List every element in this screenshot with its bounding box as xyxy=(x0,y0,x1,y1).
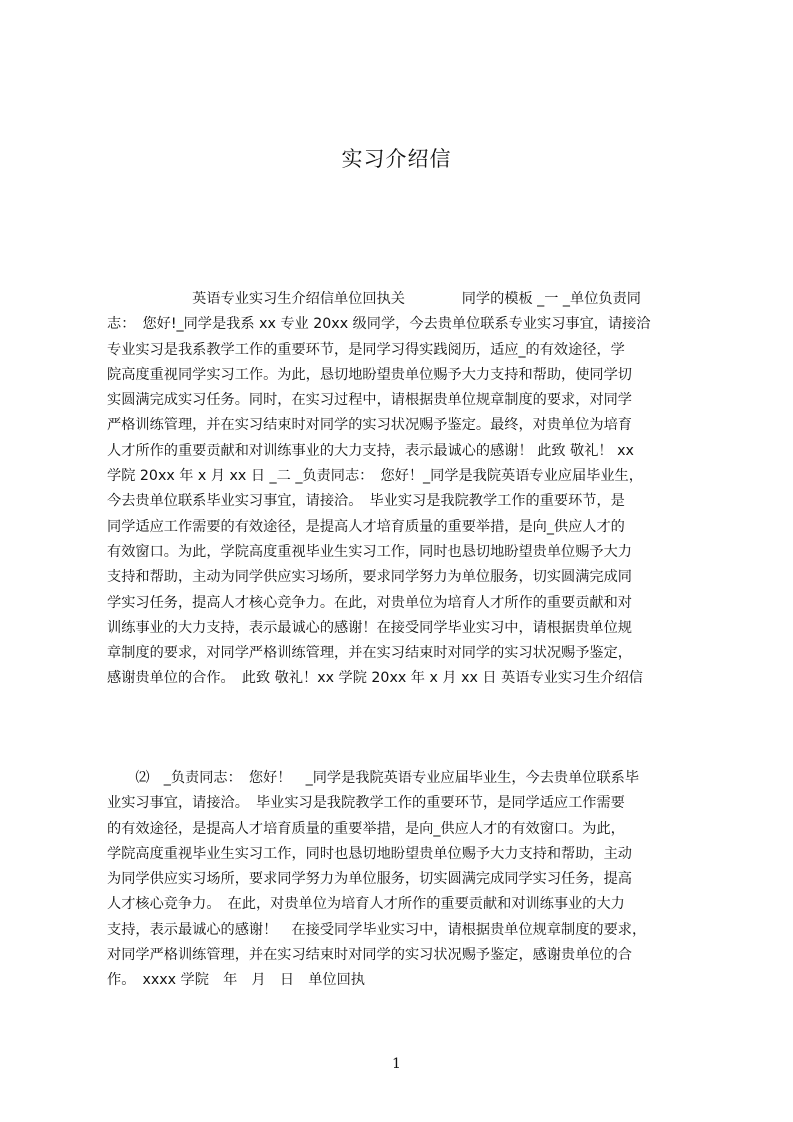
text-line: 院高度重视同学实习工作。为此，恳切地盼望贵单位赐予大力支持和帮助，使同学切 xyxy=(107,366,632,383)
text-line: 支持，表示最诚心的感谢！ 在接受同学毕业实习中，请根据贵单位规章制度的要求， xyxy=(107,921,647,938)
text-line: 同学适应工作需要的有效途径，是提高人才培育质量的重要举措，是向_供应人才的 xyxy=(107,518,625,535)
text-line: 严格训练管理，并在实习结束时对同学的实习状况赐予鉴定。最终，对贵单位为培育 xyxy=(107,417,632,434)
text-line: 英语专业实习生介绍信单位回执关 同学的模板 _一 _单位负责同 xyxy=(107,291,641,307)
text-line: ⑵ _负责同志： 您好！ _同学是我院英语专业应届毕业生，今去贵单位联系毕 xyxy=(107,770,640,786)
text-line: 人才核心竞争力。 在此，对贵单位为培育人才所作的重要贡献和对训练事业的大力 xyxy=(107,896,625,913)
text-line: 作。 xxxx 学院 年 月 日 单位回执 xyxy=(107,972,365,989)
text-line: 业实习事宜，请接洽。 毕业实习是我院教学工作的重要环节，是同学适应工作需要 xyxy=(107,795,625,812)
text-line: 的有效途径，是提高人才培育质量的重要举措，是向_供应人才的有效窗口。为此， xyxy=(107,820,625,837)
text-line: 专业实习是我系教学工作的重要环节，是同学习得实践阅历，适应_的有效途径，学 xyxy=(107,341,625,358)
text-line: 对同学严格训练管理，并在实习结束时对同学的实习状况赐予鉴定，感谢贵单位的合 xyxy=(107,947,632,964)
text-line: 训练事业的大力支持，表示最诚心的感谢！在接受同学毕业实习中，请根据贵单位规 xyxy=(107,619,632,636)
text-line: 有效窗口。为此，学院高度重视毕业生实习工作，同时也恳切地盼望贵单位赐予大力 xyxy=(107,543,632,560)
letter-body-section-1 xyxy=(107,287,697,692)
page-number: 1 xyxy=(392,1056,401,1072)
document-title: 实习介绍信 xyxy=(341,147,452,171)
text-line: 志： 您好!_同学是我系 xx 专业 20xx 级同学，今去贵单位联系专业实习事宜，请接洽 xyxy=(107,316,651,333)
text-line: 支持和帮助，主动为同学供应实习场所，要求同学努力为单位服务，切实圆满完成同 xyxy=(107,569,632,586)
letter-body-section-2 xyxy=(107,766,697,994)
text-line: 人才所作的重要贡献和对训练事业的大力支持，表示最诚心的感谢！ 此致 敬礼！ xx xyxy=(107,442,634,459)
text-line: 学院 20xx 年 x 月 xx 日 _二 _负责同志： 您好！_同学是我院英语专业应届毕业生， xyxy=(107,468,643,485)
text-line: 实圆满完成实习任务。同时，在实习过程中，请根据贵单位规章制度的要求，对同学 xyxy=(107,392,632,409)
text-line: 今去贵单位联系毕业实习事宜，请接洽。 毕业实习是我院教学工作的重要环节，是 xyxy=(107,493,625,510)
text-line: 为同学供应实习场所，要求同学努力为单位服务，切实圆满完成同学实习任务，提高 xyxy=(107,871,632,888)
text-line: 感谢贵单位的合作。 此致 敬礼！xx 学院 20xx 年 x 月 xx 日 英语专业实习生介绍信 xyxy=(107,670,643,687)
text-line: 章制度的要求，对同学严格训练管理，并在实习结束时对同学的实习状况赐予鉴定， xyxy=(107,645,632,662)
text-line: 学院高度重视毕业生实习工作，同时也恳切地盼望贵单位赐予大力支持和帮助，主动 xyxy=(107,845,632,862)
text-line: 学实习任务，提高人才核心竞争力。在此，对贵单位为培育人才所作的重要贡献和对 xyxy=(107,594,632,611)
